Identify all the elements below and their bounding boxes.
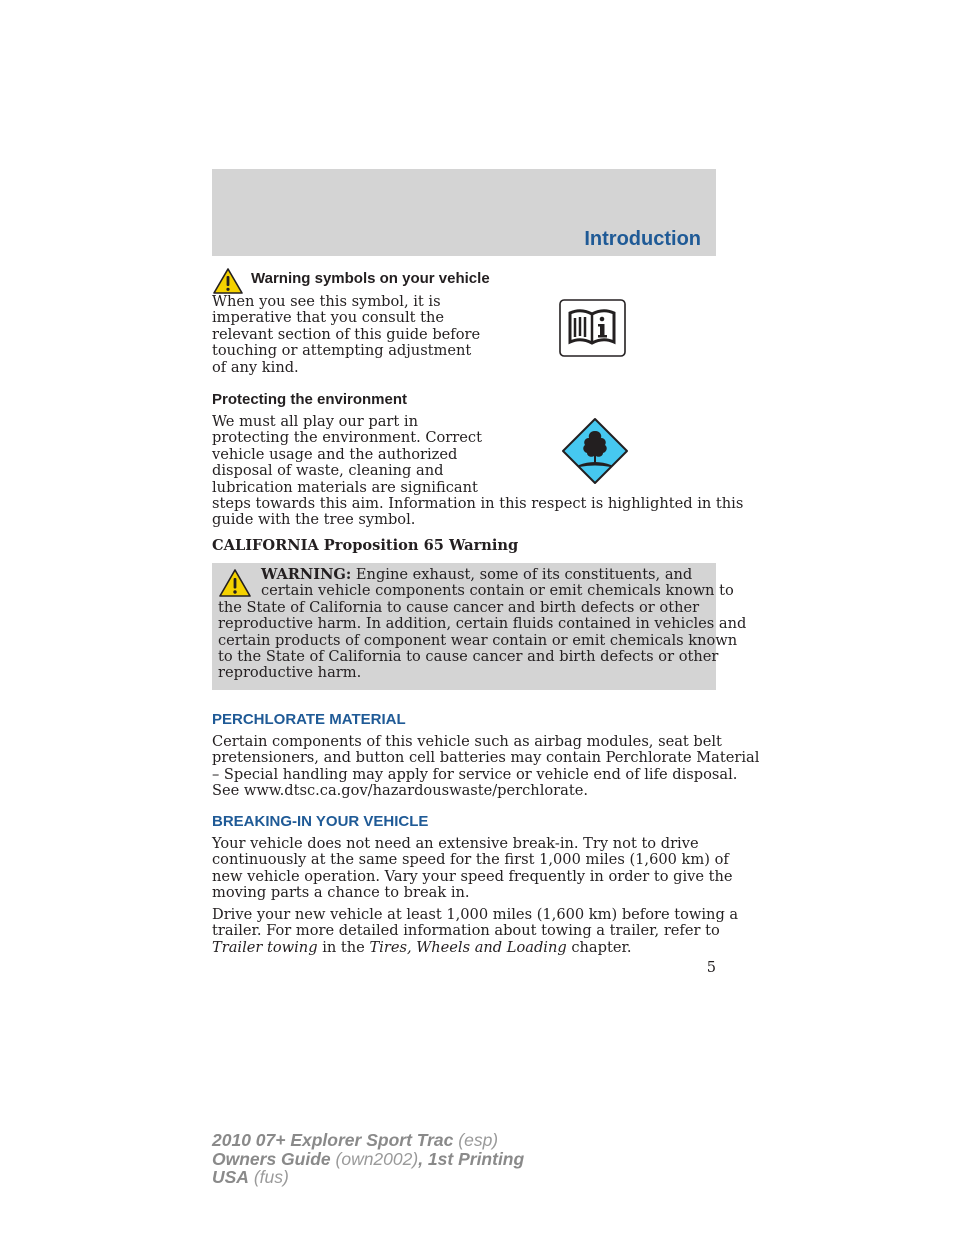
environment-heading: Protecting the environment xyxy=(212,391,408,408)
section-title: Introduction xyxy=(584,228,701,250)
prop65-second-line: certain vehicle components contain or emit chemicals known to xyxy=(261,582,734,600)
perchlorate-paragraph: Certain components of this vehicle such as airbag modules, seat belt pretensioners, and button cell batteries may contain Perchlorate Material – Special handling may apply for service or vehicle end of life disposal. See www.dtsc.ca.gov/hazardouswaste/perchlorate. xyxy=(212,733,760,800)
page-number: 5 xyxy=(706,959,716,976)
prop65-paragraph: the State of California to cause cancer and birth defects or other reproductive harm. In addition, certain fluids contained in vehicles and certain products of component wear contain or emit chemicals known to the State of California to cause cancer and birth defects or other reproductive harm. xyxy=(218,598,747,682)
warning-symbols-paragraph: When you see this symbol, it is imperative that you consult the relevant section of this guide before touching or attempting adjustment of any kind. xyxy=(212,293,481,376)
prop65-warning-box xyxy=(212,563,747,690)
document-footer: 2010 07+ Explorer Sport Trac (esp) Owners Guide (own2002), 1st Printing USA (fus) xyxy=(212,1130,525,1187)
warning-symbols-heading: Warning symbols on your vehicle xyxy=(251,270,490,287)
section-header-band xyxy=(212,169,716,256)
prop65-heading: CALIFORNIA Proposition 65 Warning xyxy=(212,537,519,554)
tires-wheels-loading-reference: Tires, Wheels and Loading xyxy=(369,938,567,956)
breaking-in-paragraph-2: Drive your new vehicle at least 1,000 miles (1,600 km) before towing a trailer. For more detailed information about towing a trailer, refer to Trailer towing in the Tires, Wheels and Loading chapter. xyxy=(212,906,739,956)
tree-symbol-icon xyxy=(561,417,629,489)
environment-paragraph: We must all play our part in protecting the environment. Correct vehicle usage and the authorized disposal of waste, cleaning and lubrication materials are significant steps towards this aim. Information in this respect is highlighted in this guide with the tree symbol. xyxy=(212,413,744,529)
warning-label: WARNING: xyxy=(261,566,352,583)
owner-manual-info-icon xyxy=(559,299,626,361)
perchlorate-heading: PERCHLORATE MATERIAL xyxy=(212,711,406,728)
warning-icon xyxy=(218,568,252,602)
breaking-in-paragraph-1: Your vehicle does not need an extensive break-in. Try not to drive continuously at the same speed for the first 1,000 miles (1,600 km) of new vehicle operation. Vary your speed frequently in order to give the moving parts a chance to break in. xyxy=(212,835,733,902)
breaking-in-heading: BREAKING-IN YOUR VEHICLE xyxy=(212,813,429,830)
trailer-towing-reference: Trailer towing xyxy=(212,938,318,956)
prop65-first-line: WARNING: Engine exhaust, some of its constituents, and xyxy=(261,566,693,583)
